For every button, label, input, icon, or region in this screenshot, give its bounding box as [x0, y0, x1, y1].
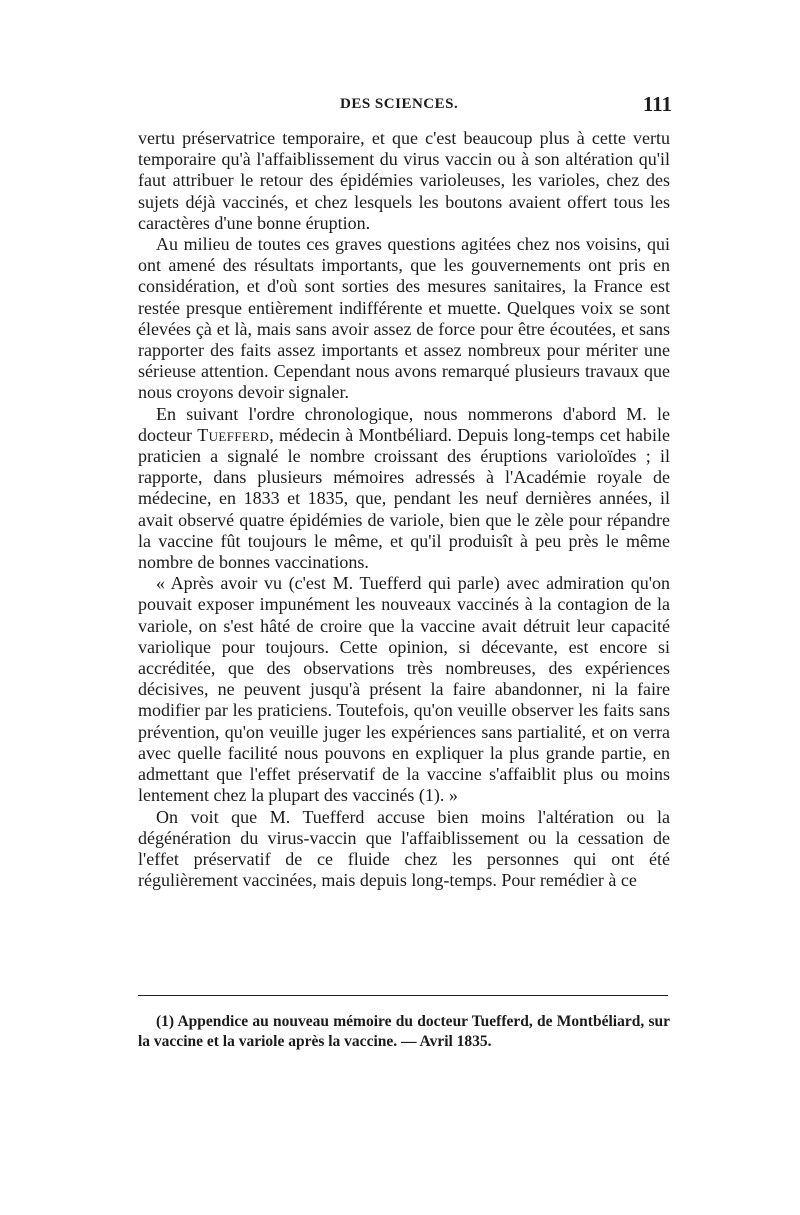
- running-head: [120, 92, 680, 120]
- footnote-rule: [138, 995, 668, 996]
- paragraph-france-indifferent: Au milieu de toutes ces graves questions agitées chez nos voisins, qui ont amené des résultats importants, que les gouvernements ont pris en considération, et d'où sont sorties des mesures sanitaires, la France est restée presque entièrement indifférente et muette. Quelques voix se sont élevées çà et là, mais sans avoir assez de force pour être écoutées, et sans rapporter des faits assez importants et assez nombreux pour mériter une sérieuse attention. Cependant nous avons remarqué plusieurs travaux que nous croyons devoir signaler.: [138, 234, 670, 403]
- body-text: [138, 128, 670, 891]
- footnote: [138, 1012, 670, 1052]
- paragraph-tuefferd: [138, 404, 670, 574]
- paragraph-tuefferd-before: En suivant l'ordre chronologique, nous nommerons d'abord M. le docteur: [138, 403, 670, 445]
- page-number: 111: [642, 92, 672, 116]
- paragraph-quotation: « Après avoir vu (c'est M. Tuefferd qui parle) avec admiration qu'on pouvait exposer impunément les nouveaux vaccinés à la contagion de la variole, on s'est hâté de croire que la vaccine avait détruit leur capacité variolique pour toujours. Cette opinion, si décevante, est encore si accréditée, que des observations très nombreuses, des expériences décisives, ne peuvent jusqu'à présent la faire abandonner, ni la faire modifier par les praticiens. Toutefois, qu'on veuille observer les faits sans prévention, qu'on veuille juger les expériences sans partialité, et on verra avec quelle facilité nous pouvons en expliquer la plus grande partie, en admettant que l'effet préservatif de la vaccine s'affaiblit plus ou moins lentement chez la plupart des vaccinés (1). »: [138, 573, 670, 806]
- running-title: DES SCIENCES.: [340, 96, 459, 112]
- paragraph-conclusion: On voit que M. Tuefferd accuse bien moins l'altération ou la dégénération du virus-vaccin que l'affaiblissement ou la cessation de l'effet préservatif de ce fluide chez les personnes qui ont été régulièrement vaccinées, mais depuis long-temps. Pour remédier à ce: [138, 806, 670, 891]
- paragraph-tuefferd-after: , médecin à Montbéliard. Depuis long-temps cet habile praticien a signalé le nombre croissant des éruptions varioloïdes ; il rapporte, dans plusieurs mémoires adressés à l'Académie royale de médecine, en 1833 et 1835, que, pendant les neuf dernières années, il avait observé quatre épidémies de variole, bien que le zèle pour répandre la vaccine fût toujours le même, et qu'il produisît à peu près le même nombre de bonnes vaccinations.: [138, 424, 670, 573]
- footnote-text: (1) Appendice au nouveau mémoire du docteur Tuefferd, de Montbéliard, sur la vaccine et la variole après la vaccine. — Avril 1835.: [138, 1013, 670, 1050]
- paragraph-continuation: vertu préservatrice temporaire, et que c'est beaucoup plus à cette vertu temporaire qu'à l'affaiblissement du virus vaccin ou à son altération qu'il faut attribuer le retour des épidémies varioleuses, les varioles, chez des sujets déjà vaccinés, et chez lesquels les boutons avaient offert tous les caractères d'une bonne éruption.: [138, 128, 670, 233]
- author-name: Tuefferd: [197, 424, 270, 445]
